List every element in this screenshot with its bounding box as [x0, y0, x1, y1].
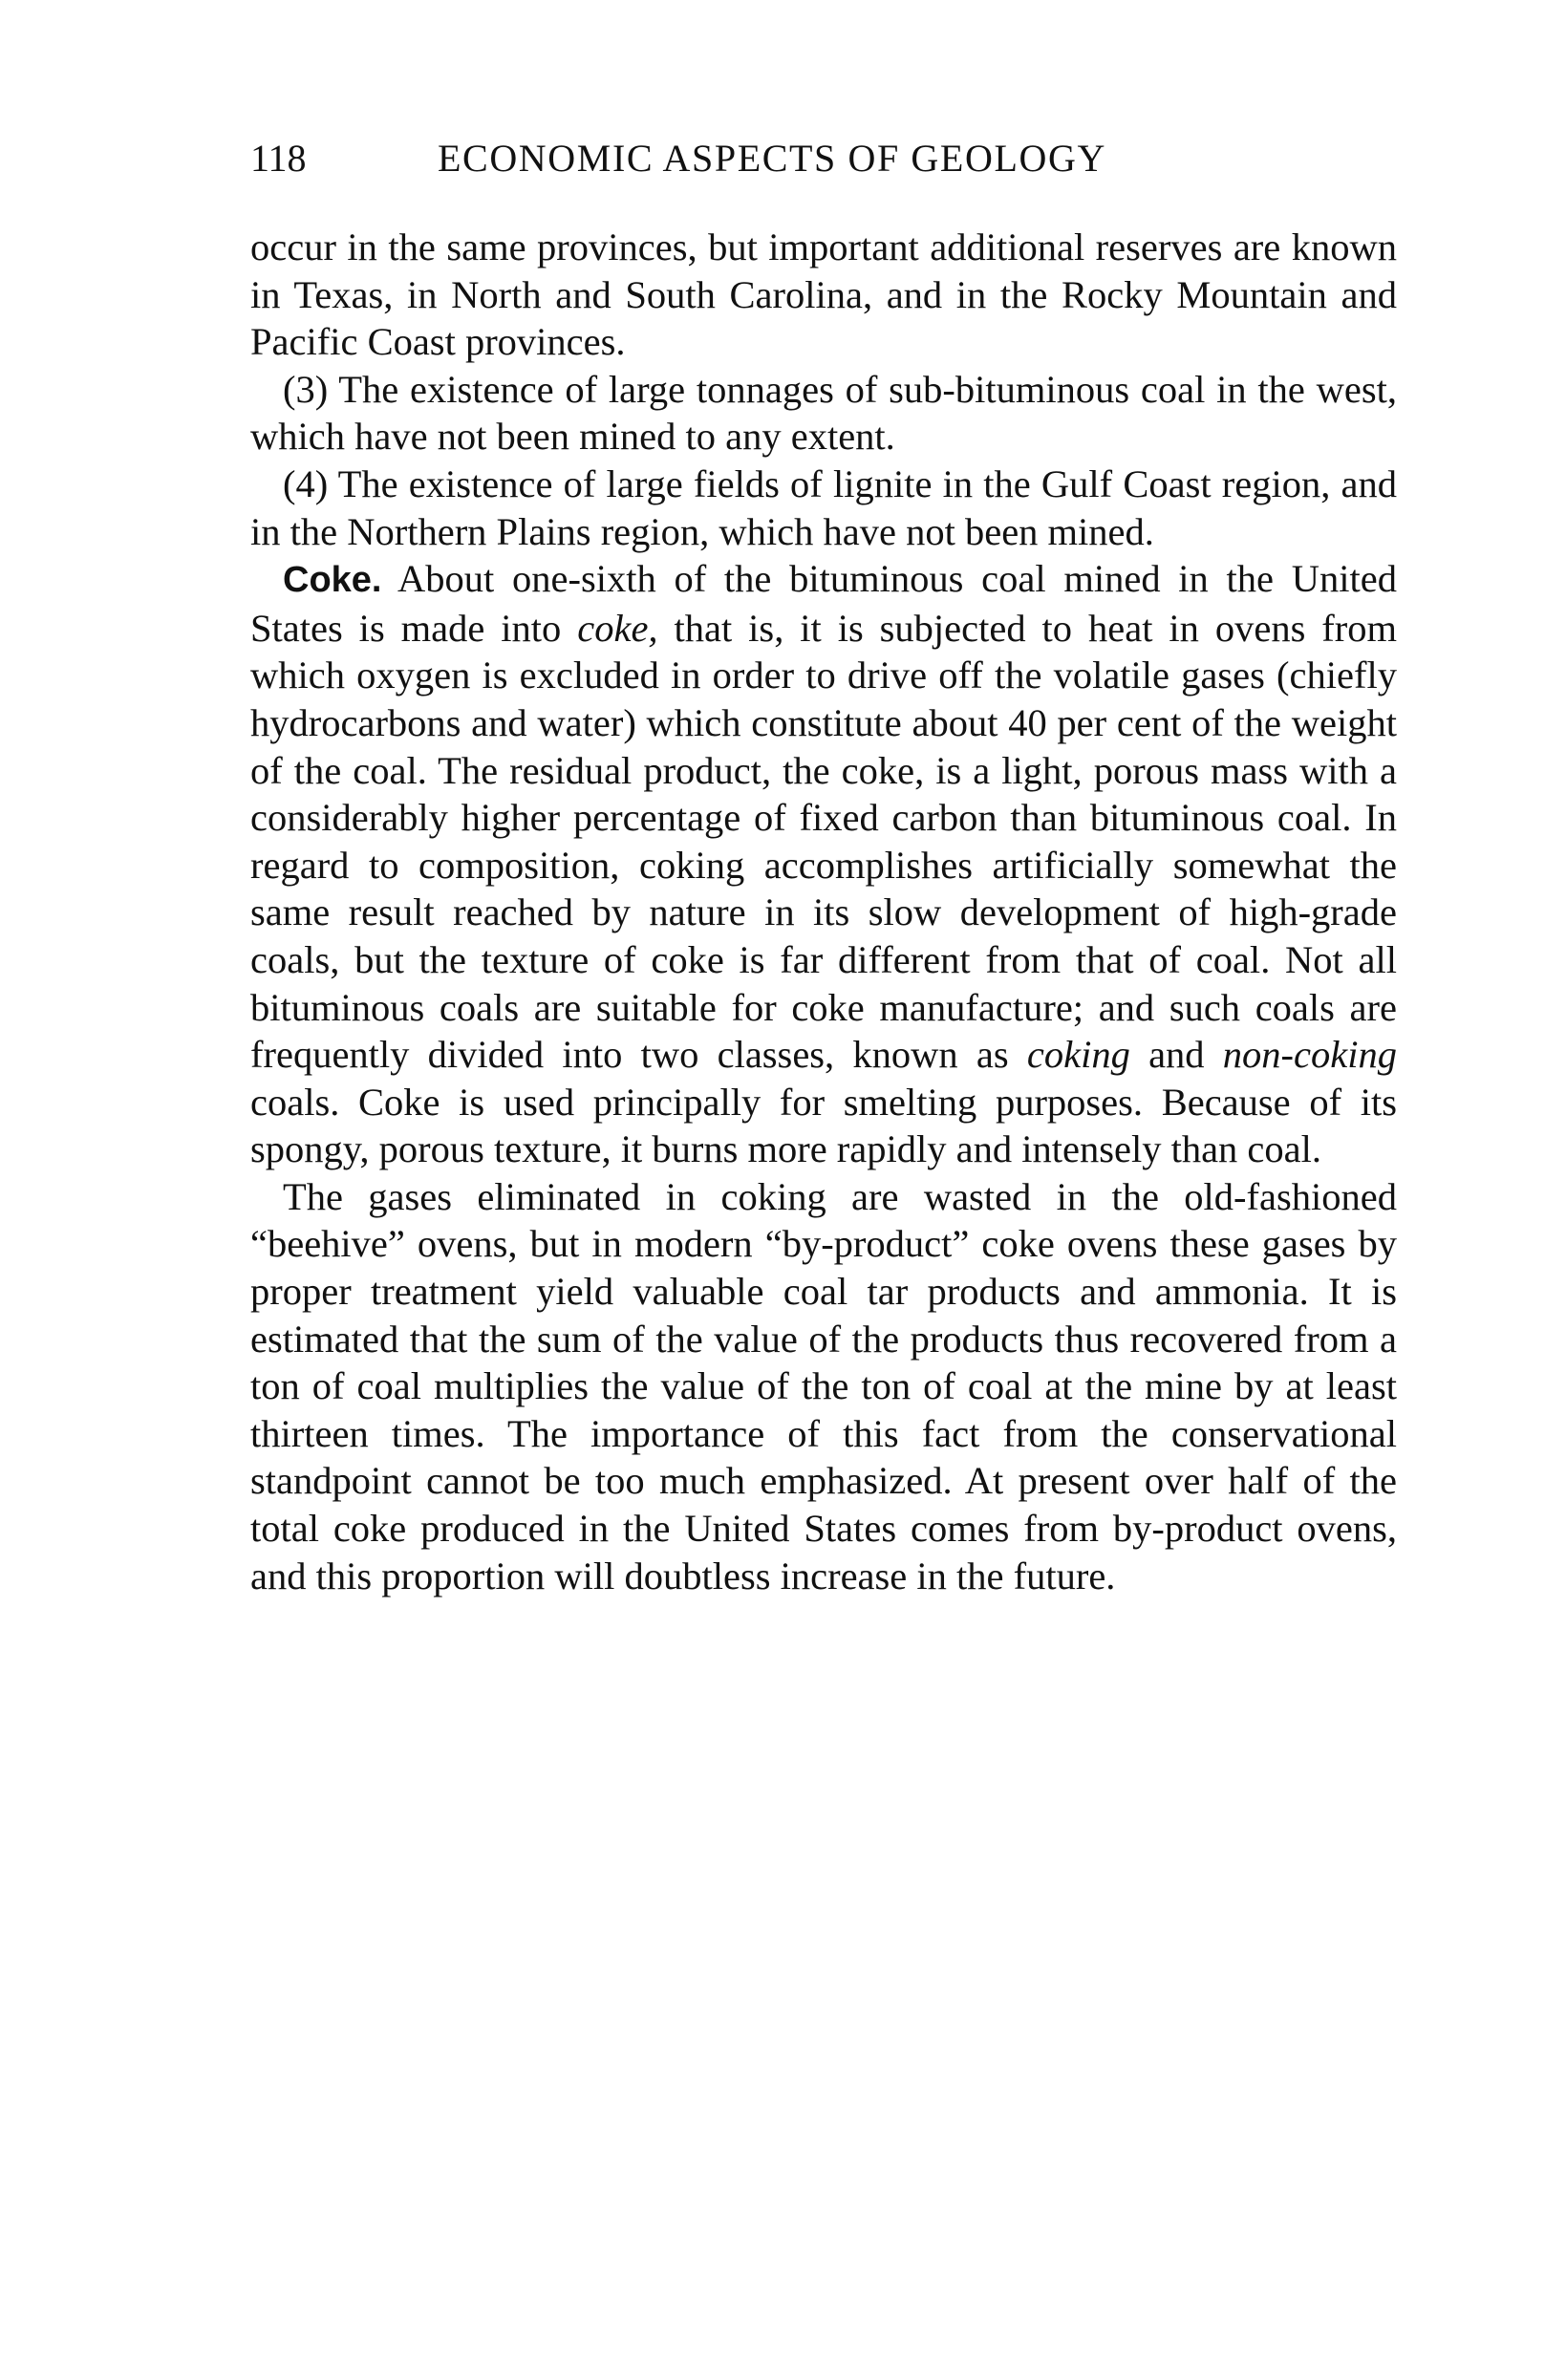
paragraph-item-3: (3) The existence of large tonnages of sub-bituminous coal in the west, which have not been mined to any extent.	[250, 367, 1397, 459]
paragraph-gases: The gases eliminated in coking are wasted in the old-fashioned “beehive” ovens, but in modern “by-product” coke ovens these gases by proper treatment yield valuable coal tar products and ammonia. It is estimated that the sum of the value of the products thus recovered from a ton of coal multiplies the value of the ton of coal at the mine by at least thirteen times. The importance of this fact from the conservational standpoint cannot be too much emphasized. At present over half of the total coke produced in the United States comes from by-product ovens, and this proportion will doubtless increase in the future.	[250, 1174, 1397, 1597]
page-number: 118	[250, 137, 307, 180]
body-text	[250, 224, 1397, 1599]
paragraph-text: About one-sixth of the bituminous coal mined in the United States is made into	[250, 557, 1397, 650]
paragraph-text: and	[1129, 1033, 1223, 1077]
running-title: ECONOMIC ASPECTS OF GEOLOGY	[438, 137, 1106, 180]
paragraph-item-4: (4) The existence of large fields of lignite in the Gulf Coast region, and in the Northern Plains region, which have not been mined.	[250, 461, 1397, 553]
section-lead-in: Coke.	[283, 560, 382, 601]
paragraph-text: coals. Coke is used principally for smelting purposes. Because of its spongy, porous texture, it burns more rapidly and intensely than coal.	[250, 1080, 1397, 1171]
emphasis-term: coke,	[577, 606, 658, 650]
paragraph-text: that is, it is subjected to heat in ovens from which oxygen is excluded in order to drive off the volatile gases (chiefly hydrocarbons and water) which constitute about 40 per cent of the weight of the coal. The residual product, the coke, is a light, porous mass with a considerably higher percentage of fixed carbon than bituminous coal. In regard to composition, coking accomplishes artificially somewhat the same result reached by nature in its slow development of high-grade coals, but the texture of coke is far different from that of coal. Not all bituminous coals are suitable for coke manufacture; and such coals are frequently divided into two classes, known as	[250, 606, 1398, 1077]
emphasis-term: non-coking	[1222, 1033, 1397, 1077]
paragraph-coke	[250, 555, 1397, 1173]
emphasis-term: coking	[1026, 1033, 1130, 1077]
page-header	[250, 130, 1397, 187]
paragraph-continued: occur in the same provinces, but important additional reserves are known in Texas, in North and South Carolina, and in the Rocky Mountain and Pacific Coast provinces.	[250, 225, 1397, 364]
